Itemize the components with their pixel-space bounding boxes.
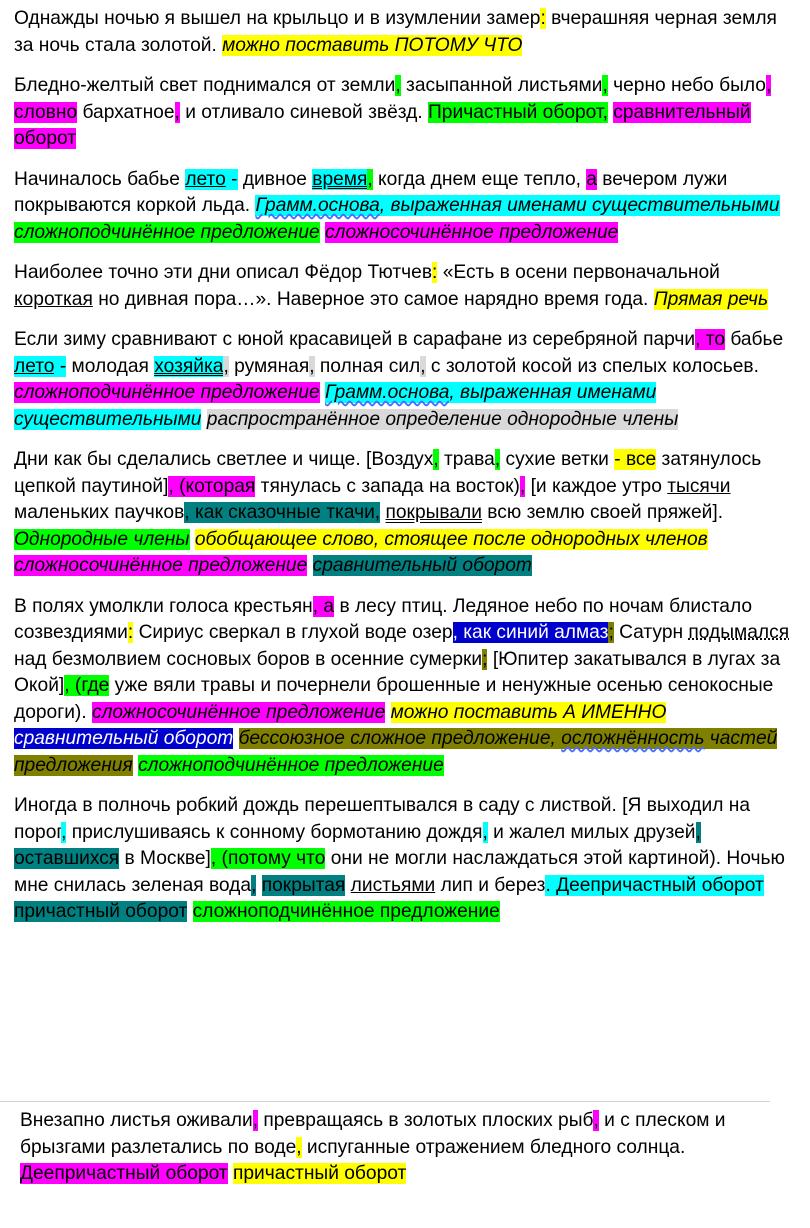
highlighted-text: сложноподчинённое предложение [138, 754, 444, 776]
highlighted-text: , [223, 355, 229, 377]
text-run: [и каждое утро [525, 475, 668, 497]
highlighted-text: ; [482, 648, 488, 670]
text-run: полная сил [314, 355, 421, 377]
highlighted-text: , [367, 168, 373, 190]
text-run: Сириус сверкал в глухой воде озер [133, 622, 453, 643]
highlighted-text: сравнительный оборот [312, 555, 532, 576]
text-run: в лесу птиц. Ледяное небо по ночам блистало созвездиями [14, 595, 753, 643]
highlighted-text: Грамм.основа [255, 195, 380, 216]
highlighted-text: , (где [64, 675, 110, 696]
paragraph [14, 73, 796, 153]
text-run [187, 901, 192, 922]
highlighted-text: . Деепричастный оборот [545, 874, 764, 896]
text-run [307, 555, 312, 576]
highlighted-text: , [251, 874, 257, 896]
highlighted-text: , словно [14, 75, 772, 123]
highlighted-text: лето [185, 168, 226, 190]
highlighted-text: , [593, 1110, 599, 1131]
paragraph [14, 447, 796, 580]
highlighted-text: , как синий алмаз [452, 622, 609, 643]
text-run: испуганные отражением бледного солнца. [301, 1136, 686, 1158]
highlighted-text: , [309, 355, 315, 377]
text-run: покрывали [385, 502, 482, 523]
text-run: они не могли наслаждаться этой картиной). Ночью мне снилась зеленая вода [14, 848, 785, 896]
text-run: и с плеском и брызгами разлетались по воде [20, 1110, 726, 1158]
document-body [14, 6, 796, 940]
highlighted-text: , то [695, 329, 725, 350]
highlighted-text: Деепричастный оборот [20, 1163, 228, 1184]
highlighted-text: можно поставить ПОТОМУ ЧТО [222, 34, 523, 56]
text-run: подымался [688, 622, 790, 643]
text-run: трава [438, 449, 495, 470]
text-run: тысячи [667, 475, 731, 497]
text-run: всю землю своей пряжей]. [481, 502, 724, 523]
text-run [233, 728, 238, 749]
paragraph [14, 260, 796, 313]
highlighted-text: , (которая [168, 475, 256, 497]
paragraph [14, 793, 796, 926]
text-run: В полях умолкли голоса крестьян [14, 595, 313, 617]
text-run: сухие ветки [500, 449, 615, 470]
highlighted-text: хозяйка [154, 355, 224, 377]
highlighted-text: причастный оборот [14, 901, 188, 922]
highlighted-text: Причастный оборот, [428, 101, 608, 123]
highlighted-text: покрытая [261, 874, 346, 896]
text-run: прислушиваясь к сонному бормотанию дождя [66, 821, 483, 843]
text-run: превращаясь в золотых плоских рыб [258, 1110, 594, 1131]
text-run: затянулось цепкой паутиной] [14, 449, 762, 497]
text-run: Иногда в полночь робкий дождь перешептывался в саду с листвой. [Я выходил на порог [14, 795, 751, 843]
text-run: листьями [350, 874, 436, 896]
highlighted-text: , выраженная именами существительными [14, 382, 657, 430]
highlighted-text: , выраженная именами существительными [379, 195, 780, 216]
page-divider [0, 1101, 770, 1102]
text-run: Наиболее точно эти дни описал Фёдор Тютчев [14, 262, 433, 283]
text-run: уже вяли травы и почернели брошенные и ненужные осенью сенокосные дороги). [14, 675, 774, 723]
document-body-continued [20, 1108, 780, 1202]
highlighted-text: , [602, 75, 608, 96]
text-run: короткая [14, 288, 93, 310]
highlighted-text: лето [14, 355, 55, 377]
highlighted-text: , [61, 821, 67, 843]
text-run: Начиналось бабье [14, 168, 186, 190]
text-run [201, 409, 206, 430]
text-run [256, 875, 261, 896]
highlighted-text: сложноподчинённое предложение [192, 901, 500, 922]
paragraph [14, 594, 796, 780]
text-run: тянулась с запада на восток) [255, 475, 520, 497]
paragraph [20, 1108, 780, 1188]
text-run: Если зиму сравнивают с юной красавицей в сарафане из серебряной парчи [14, 329, 696, 350]
text-run: Бледно-желтый свет поднимался от земли [14, 75, 396, 96]
highlighted-text: сложносочинённое предложение [14, 555, 308, 576]
text-run: румяная [228, 355, 310, 377]
highlighted-text: частей предложения [14, 728, 778, 776]
text-run: дивное [237, 168, 313, 190]
text-run: в Москве] [119, 848, 211, 869]
text-run: молодая [66, 355, 155, 377]
highlighted-text: обобщающее слово, стоящее после однородных членов [194, 528, 708, 550]
text-run: [Юпитер закатывался в лугах за Окой] [14, 648, 781, 696]
highlighted-text: - [54, 355, 67, 377]
highlighted-text: , [395, 75, 401, 96]
text-run: «Есть в осени первоначальной [437, 262, 720, 283]
text-run: и отливало синевой звёзд. [179, 101, 429, 123]
highlighted-text: а [586, 168, 597, 190]
highlighted-text: , [482, 821, 488, 843]
highlighted-text: сложноподчинённое предложение [14, 382, 320, 403]
text-run: Сатурн [613, 622, 689, 643]
text-run: маленьких паучков [14, 502, 185, 523]
text-run: Внезапно листья оживали [20, 1110, 253, 1131]
highlighted-text: время [312, 168, 368, 190]
highlighted-text: , а [312, 595, 335, 617]
paragraph [14, 6, 796, 59]
highlighted-text: можно поставить А ИМЕННО [390, 701, 667, 723]
text-run: когда днем еще тепло, [372, 168, 587, 190]
highlighted-text: распространённое определение однородные члены [206, 408, 679, 430]
text-run: засыпанной листьями [400, 75, 603, 96]
highlighted-text: : [540, 8, 546, 29]
highlighted-text: сравнительный оборот [14, 101, 751, 149]
paragraph [14, 327, 796, 433]
highlighted-text: , [420, 355, 426, 377]
text-run: с золотой косой из спелых колосьев. [425, 355, 759, 377]
highlighted-text: сложноподчинённое предложение [14, 221, 320, 243]
text-run: бабье [725, 329, 784, 350]
highlighted-text: причастный оборот [233, 1163, 407, 1184]
highlighted-text: сложносочинённое предложение [91, 701, 386, 723]
highlighted-text: , оставшихся [14, 821, 701, 869]
text-run: но дивная пора…». Наверное это самое нарядно время года. [92, 288, 654, 310]
highlighted-text: Прямая речь [653, 288, 769, 310]
paragraph [14, 167, 796, 247]
highlighted-text: : [432, 262, 438, 283]
highlighted-text: , [519, 475, 526, 497]
text-run: Однажды ночью я вышел на крыльцо и в изумлении замер [14, 8, 541, 29]
highlighted-text: осложнённость [561, 728, 705, 749]
highlighted-text: сравнительный оборот [14, 728, 234, 749]
text-run: над безмолвием сосновых боров в осенние сумерки [14, 648, 483, 670]
highlighted-text: : [127, 622, 134, 643]
text-run [385, 702, 390, 723]
highlighted-text: Грамм.основа [325, 382, 450, 403]
highlighted-text: - [225, 168, 238, 190]
text-run: и жалел милых друзей [487, 821, 696, 843]
highlighted-text: , [174, 101, 180, 123]
highlighted-text: , [494, 449, 501, 470]
highlighted-text: - все [614, 449, 657, 470]
highlighted-text: бессоюзное сложное предложение, [238, 728, 562, 749]
text-run: черно небо было [607, 75, 766, 96]
highlighted-text: Однородные члены [14, 528, 190, 550]
text-run: лип и берез [435, 874, 546, 896]
highlighted-text: , [296, 1136, 302, 1158]
highlighted-text: сложносочинённое предложение [325, 221, 619, 243]
text-run: вчерашняя черная земля за ночь стала золотой. [14, 8, 777, 56]
text-run: Дни как бы сделались светлее и чище. [Воздух [14, 449, 434, 470]
text-run: вечером лужи покрываются коркой льда. [14, 168, 728, 216]
highlighted-text: ; [608, 622, 614, 643]
highlighted-text: , [252, 1110, 259, 1131]
highlighted-text: , [433, 449, 439, 470]
highlighted-text: , (потому что [210, 848, 326, 869]
text-run: бархатное [77, 101, 175, 123]
highlighted-text: , как сказочные ткачи, [184, 502, 381, 523]
